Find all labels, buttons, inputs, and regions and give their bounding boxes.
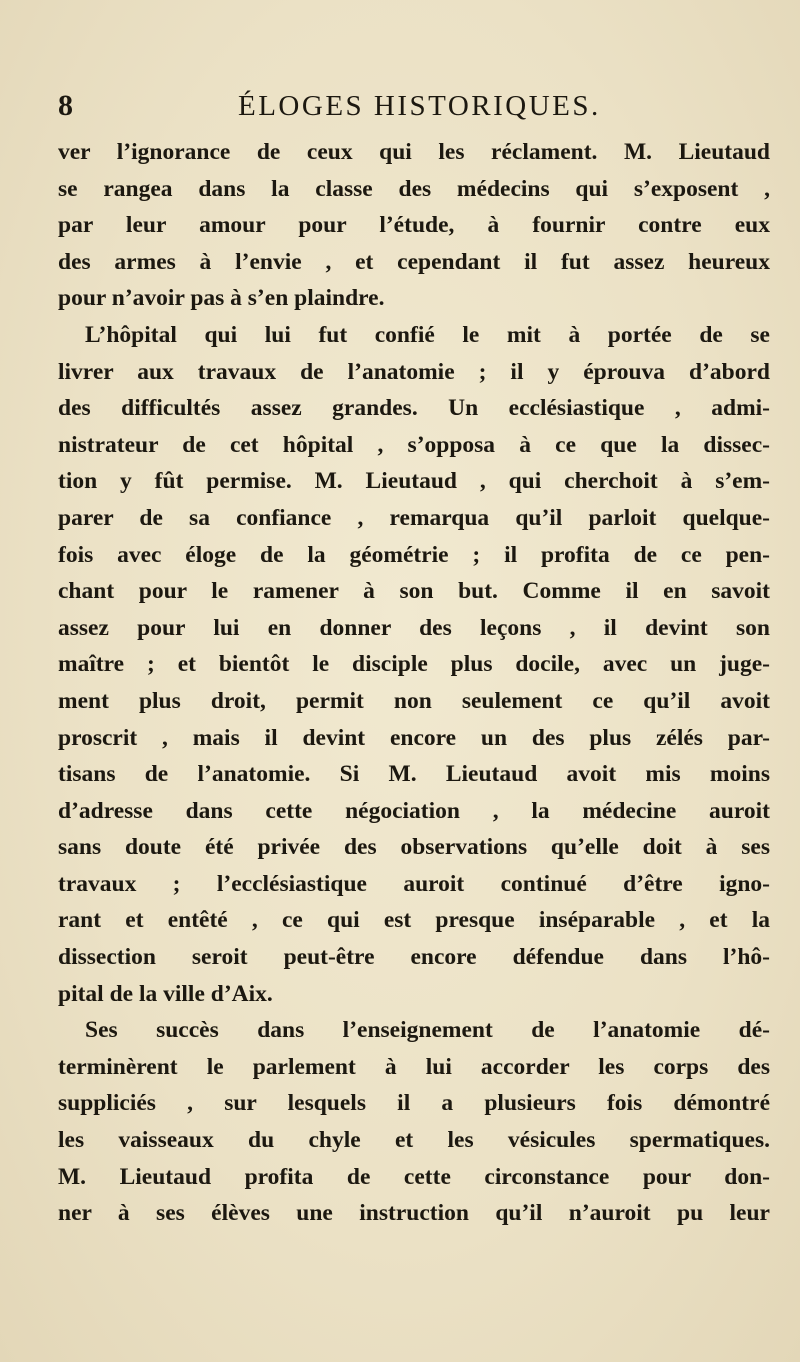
text-line: des armes à l’envie , et cependant il fut assez heureux (58, 248, 770, 275)
running-head (58, 86, 748, 126)
text-line: pour n’avoir pas à s’en plaindre. (58, 285, 385, 312)
text-line: M. Lieutaud profita de cette circonstance pour don- (58, 1163, 770, 1190)
text-line: ner à ses élèves une instruction qu’il n’auroit pu leur (58, 1200, 770, 1227)
text-line: dissection seroit peut-être encore défendue dans l’hô- (58, 944, 770, 971)
text-line: sans doute été privée des observations qu’elle doit à ses (58, 834, 770, 861)
text-line: pital de la ville d’Aix. (58, 980, 273, 1007)
page-number: 8 (58, 89, 73, 122)
text-line: d’adresse dans cette négociation , la médecine auroit (58, 797, 770, 824)
text-line: fois avec éloge de la géométrie ; il profita de ce pen- (58, 541, 770, 568)
text-line: L’hôpital qui lui fut confié le mit à portée de se (85, 321, 770, 348)
text-line: les vaisseaux du chyle et les vésicules spermatiques. (58, 1127, 770, 1154)
text-line: proscrit , mais il devint encore un des plus zélés par- (58, 724, 770, 751)
text-line: ment plus droit, permit non seulement ce qu’il avoit (58, 687, 770, 714)
text-line: assez pour lui en donner des leçons , il devint son (58, 614, 770, 641)
text-line: des difficultés assez grandes. Un ecclésiastique , admi- (58, 395, 770, 422)
running-title: ÉLOGES HISTORIQUES. (238, 90, 601, 122)
text-line: tion y fût permise. M. Lieutaud , qui cherchoit à s’em- (58, 468, 770, 495)
text-line: terminèrent le parlement à lui accorder les corps des (58, 1053, 770, 1080)
body-text (58, 134, 770, 1232)
text-line: ver l’ignorance de ceux qui les réclament. M. Lieutaud (58, 139, 770, 165)
text-line: Ses succès dans l’enseignement de l’anatomie dé- (85, 1017, 770, 1044)
text-line: nistrateur de cet hôpital , s’opposa à ce que la dissec- (58, 431, 770, 458)
text-line: maître ; et bientôt le disciple plus docile, avec un juge- (58, 651, 770, 678)
text-line: livrer aux travaux de l’anatomie ; il y éprouva d’abord (58, 358, 770, 385)
text-line: par leur amour pour l’étude, à fournir contre eux (58, 212, 770, 239)
text-line: rant et entêté , ce qui est presque inséparable , et la (58, 907, 770, 934)
text-line: chant pour le ramener à son but. Comme il en savoit (58, 578, 770, 605)
text-line: tisans de l’anatomie. Si M. Lieutaud avoit mis moins (58, 761, 770, 788)
text-line: se rangea dans la classe des médecins qui s’exposent , (58, 175, 770, 202)
text-line: parer de sa confiance , remarqua qu’il parloit quelque- (58, 504, 770, 531)
text-line: suppliciés , sur lesquels il a plusieurs fois démontré (58, 1090, 770, 1117)
text-line: travaux ; l’ecclésiastique auroit continué d’être igno- (58, 870, 770, 897)
